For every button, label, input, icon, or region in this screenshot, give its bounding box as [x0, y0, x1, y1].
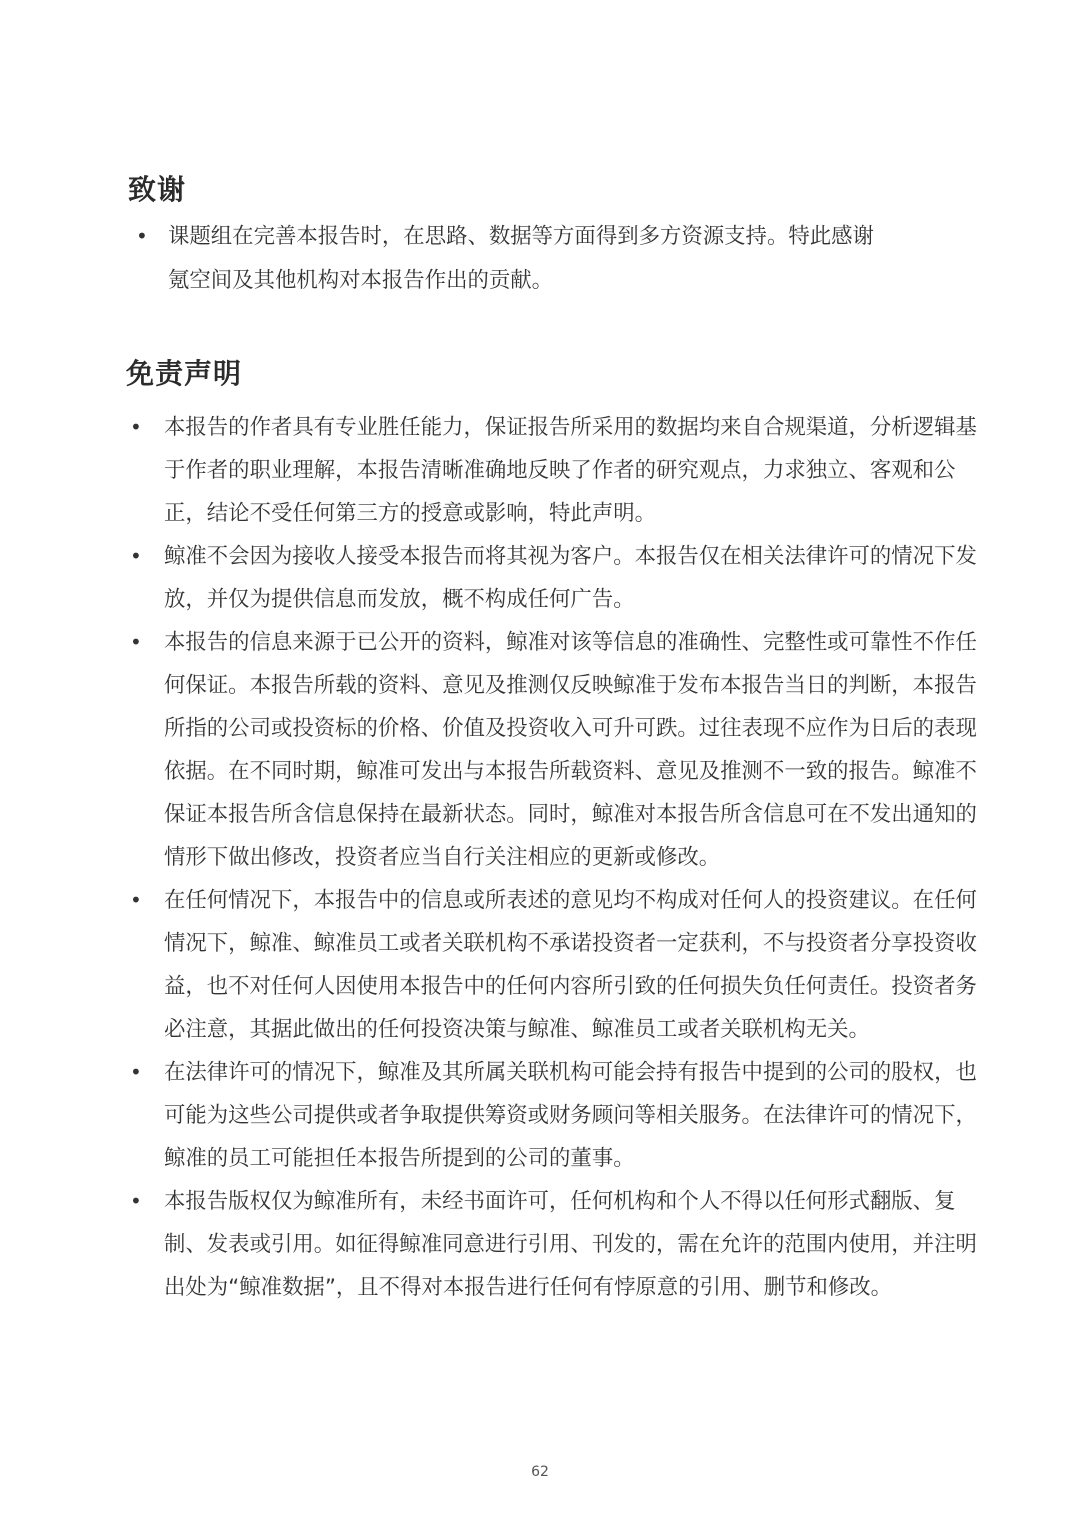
acknowledgements-list: [136, 215, 988, 303]
text-line: 在法律许可的情况下，鲸准及其所属关联机构可能会持有报告中提到的公司的股权，也: [164, 1060, 977, 1085]
paragraph-text: [164, 535, 1009, 621]
text-line: 情形下做出修改，投资者应当自行关注相应的更新或修改。: [164, 845, 721, 870]
text-line: 可能为这些公司提供或者争取提供筹资或财务顾问等相关服务。在法律许可的情况下，: [164, 1103, 977, 1128]
bullet-icon: •: [130, 544, 142, 568]
paragraph-text: [164, 1051, 1009, 1180]
list-item: [136, 215, 988, 303]
list-item: [130, 1180, 1009, 1309]
text-line: 益，也不对任何人因使用本报告中的任何内容所引致的任何损失负任何责任。投资者务: [164, 974, 977, 999]
paragraph-text: [164, 621, 1009, 879]
list-item: [130, 621, 1009, 879]
text-line: 放，并仅为提供信息而发放，概不构成任何广告。: [164, 587, 635, 612]
text-line: 依据。在不同时期，鲸准可发出与本报告所载资料、意见及推测不一致的报告。鲸准不: [164, 759, 977, 784]
bullet-icon: •: [130, 1060, 142, 1084]
list-item: [130, 406, 1009, 535]
bullet-icon: •: [130, 1189, 142, 1213]
text-line: 所指的公司或投资标的价格、价值及投资收入可升可跌。过往表现不应作为日后的表现: [164, 716, 977, 741]
list-item: [130, 535, 1009, 621]
paragraph-text: [164, 879, 1009, 1051]
text-line: 情况下，鲸准、鲸准员工或者关联机构不承诺投资者一定获利，不与投资者分享投资收: [164, 931, 977, 956]
text-line: 本报告版权仅为鲸准所有，未经书面许可，任何机构和个人不得以任何形式翻版、复: [164, 1189, 956, 1214]
acknowledgements-title: 致谢: [128, 173, 187, 206]
bullet-icon: •: [130, 630, 142, 654]
text-line: 氪空间及其他机构对本报告作出的贡献。: [168, 268, 554, 293]
text-line: 出处为“鲸准数据”，且不得对本报告进行任何有悖原意的引用、删节和修改。: [164, 1275, 893, 1300]
paragraph-text: [164, 406, 1009, 535]
text-line: 于作者的职业理解，本报告清晰准确地反映了作者的研究观点，力求独立、客观和公: [164, 458, 956, 483]
text-line: 鲸准不会因为接收人接受本报告而将其视为客户。本报告仅在相关法律许可的情况下发: [164, 544, 977, 569]
text-line: 保证本报告所含信息保持在最新状态。同时，鲸准对本报告所含信息可在不发出通知的: [164, 802, 977, 827]
text-line: 何保证。本报告所载的资料、意见及推测仅反映鲸准于发布本报告当日的判断，本报告: [164, 673, 977, 698]
text-line: 在任何情况下，本报告中的信息或所表述的意见均不构成对任何人的投资建议。在任何: [164, 888, 977, 913]
text-line: 正，结论不受任何第三方的授意或影响，特此声明。: [164, 501, 656, 526]
text-line: 本报告的信息来源于已公开的资料，鲸准对该等信息的准确性、完整性或可靠性不作任: [164, 630, 977, 655]
text-line: 必注意，其据此做出的任何投资决策与鲸准、鲸准员工或者关联机构无关。: [164, 1017, 870, 1042]
bullet-icon: •: [136, 224, 148, 248]
paragraph-text: [164, 1180, 1009, 1309]
text-line: 制、发表或引用。如征得鲸准同意进行引用、刊发的，需在允许的范围内使用，并注明: [164, 1232, 977, 1257]
text-line: 本报告的作者具有专业胜任能力，保证报告所采用的数据均来自合规渠道，分析逻辑基: [164, 415, 977, 440]
disclaimer-list: [130, 406, 1009, 1309]
list-item: [130, 879, 1009, 1051]
bullet-icon: •: [130, 415, 142, 439]
text-line: 鲸准的员工可能担任本报告所提到的公司的董事。: [164, 1146, 635, 1171]
bullet-icon: •: [130, 888, 142, 912]
disclaimer-title: 免责声明: [126, 357, 243, 390]
paragraph-text: [168, 215, 988, 303]
list-item: [130, 1051, 1009, 1180]
page-number: 62: [531, 1464, 549, 1480]
text-line: 课题组在完善本报告时，在思路、数据等方面得到多方资源支持。特此感谢: [168, 224, 874, 249]
